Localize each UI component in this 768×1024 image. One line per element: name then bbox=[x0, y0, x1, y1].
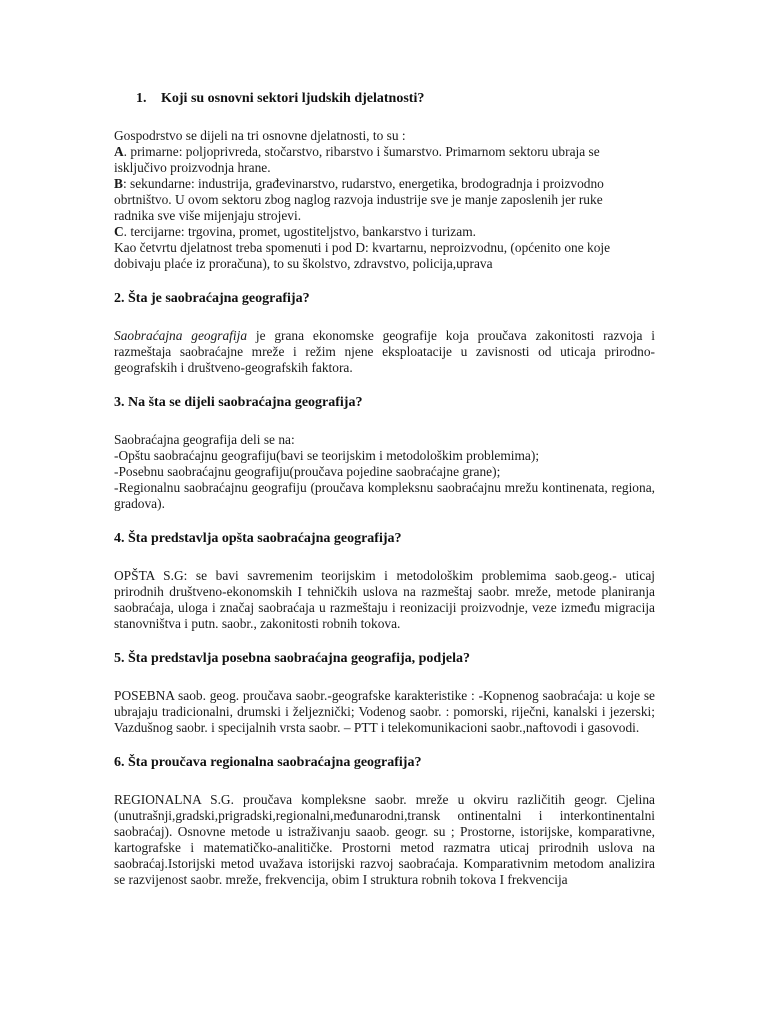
sector-d-line-2: dobivaju plaće iz proračuna), to su školstvo, zdravstvo, policija,uprava bbox=[114, 256, 493, 271]
sector-a-text: . primarne: poljoprivreda, stočarstvo, ribarstvo i šumarstvo. Primarnom sektoru ubraja se bbox=[123, 144, 600, 159]
answer-2-body: je grana ekonomske geografije koja proučava zakonitosti razvoja i razmeštaja saobraćajne mreže i režim njene eksploatacije u zavisnosti od uticaja prirodno-geografskih i društveno-geografskih faktora. bbox=[114, 328, 655, 375]
sector-a-line-2: isključivo proizvodnja hrane. bbox=[114, 160, 271, 175]
answer-5: POSEBNA saob. geog. proučava saobr.-geografske karakteristike : -Kopnenog saobraćaja: u koje se ubrajaju tradicionalni, drumski i željeznički; Vodenog saobr. : pomorski, riječni, kanalski i jezerski; Vazdušnog saobr. i specijalnih vrsta saobr. – PTT i telekomunikacioni saobr.,naftovodi i gasovodi. bbox=[114, 688, 655, 735]
question-6-heading: 6. Šta proučava regionalna saobraćajna geografija? bbox=[114, 755, 422, 770]
sector-a-label: A bbox=[114, 144, 124, 159]
answer-3-line-2: -Opštu saobraćajnu geografiju(bavi se teorijskim i metodološkim problemima); bbox=[114, 448, 540, 463]
answer-3-line-1: Saobraćajna geografija deli se na: bbox=[114, 432, 295, 447]
sector-b-line-1 bbox=[114, 176, 655, 192]
answer-1-intro: Gospodrstvo se dijeli na tri osnovne djelatnosti, to su : bbox=[114, 128, 406, 143]
answer-1 bbox=[114, 128, 655, 272]
sector-b-label: B bbox=[114, 176, 123, 191]
sector-c-line-1 bbox=[114, 224, 655, 240]
sector-b-line-3: radnika sve više mijenjaju strojevi. bbox=[114, 208, 302, 223]
sector-c-text: . tercijarne: trgovina, promet, ugostiteljstvo, bankarstvo i turizam. bbox=[123, 224, 476, 239]
answer-3 bbox=[114, 432, 655, 512]
answer-4: OPŠTA S.G: se bavi savremenim teorijskim i metodološkim problemima saob.geog.- uticaj prirodnih društveno-ekonomskih I tehničkih uslova na razmeštaj saobr. mreže, metode planiranja saobraćaja, uloga i značaj saobraćaja u razmeštaju i reonizaciji proizvodnje, veze između migracija stanovništva i putn. saobr., zakonitosti robnih tokova. bbox=[114, 568, 655, 631]
question-5-heading: 5. Šta predstavlja posebna saobraćajna geografija, podjela? bbox=[114, 651, 470, 666]
answer-6: REGIONALNA S.G. proučava kompleksne saobr. mreže u okviru različitih geogr. Cjelina (unutrašnji,gradski,prigradski,regionalni,međunarodni,transk ontinentalni i interkontinentalni saobraćaj). Osnovne metode u istraživanju saaob. geogr. su ; Prostorne, istorijske, komparativne, kartografske i matematičko-analitičke. Prostorni metod razmatra uticaj prirodnih uslova na saobraćaj.Istorijski metod uvažava istorijski razvoj saobraćaja. Komparativnim metodom analizira se razvijenost saobr. mreže, frekvencija, obim I struktura robnih tokova I frekvencija bbox=[114, 792, 655, 887]
document-content bbox=[114, 90, 655, 888]
question-1-number: 1. bbox=[136, 91, 147, 106]
question-3-heading: 3. Na šta se dijeli saobraćajna geografija? bbox=[114, 395, 363, 410]
answer-3-line-4: -Regionalnu saobraćajnu geografiju (proučava kompleksnu saobraćajnu mrežu kontinenata, regiona, gradova). bbox=[114, 480, 655, 511]
question-1-heading bbox=[114, 90, 655, 108]
question-2-heading: 2. Šta je saobraćajna geografija? bbox=[114, 291, 310, 306]
answer-2 bbox=[114, 328, 655, 376]
sector-c-label: C bbox=[114, 224, 124, 239]
answer-3-line-3: -Posebnu saobraćajnu geografiju(proučava pojedine saobraćajne grane); bbox=[114, 464, 501, 479]
question-4-heading: 4. Šta predstavlja opšta saobraćajna geografija? bbox=[114, 531, 402, 546]
sector-b-line-2: obrtništvo. U ovom sektoru zbog naglog razvoja industrije sve je manje zaposlenih jer ruke bbox=[114, 192, 603, 207]
sector-d-line-1: Kao četvrtu djelatnost treba spomenuti i pod D: kvartarnu, neproizvodnu, (općenito one koje bbox=[114, 240, 611, 255]
sector-a-line-1 bbox=[114, 144, 655, 160]
sector-b-text: : sekundarne: industrija, građevinarstvo, rudarstvo, energetika, brodogradnja i proizvodno bbox=[122, 176, 604, 191]
question-1-title: Koji su osnovni sektori ljudskih djelatnosti? bbox=[161, 91, 425, 106]
answer-2-term: Saobraćajna geografija bbox=[114, 328, 248, 343]
